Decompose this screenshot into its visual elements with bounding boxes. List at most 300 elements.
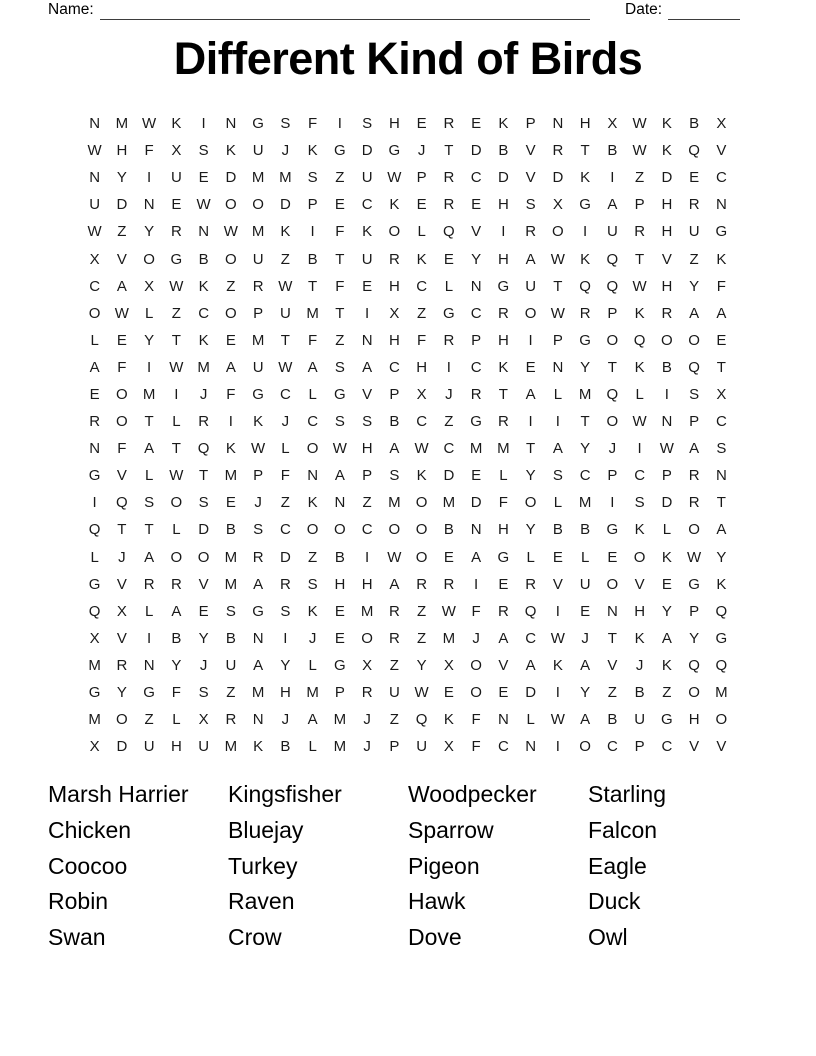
word-list-item: Hawk <box>408 888 466 915</box>
grid-letter: G <box>579 196 591 214</box>
grid-letter: N <box>361 331 373 349</box>
grid-letter: S <box>280 115 291 133</box>
grid-letter: W <box>251 440 266 458</box>
grid-letter: M <box>469 440 483 458</box>
grid-letter: I <box>201 115 206 133</box>
grid-letter: H <box>634 602 646 620</box>
grid-letter: G <box>606 521 619 539</box>
grid-letter: A <box>307 711 318 729</box>
word-list-item: Sparrow <box>408 817 494 844</box>
grid-letter: A <box>362 358 373 376</box>
grid-letter: F <box>308 331 318 349</box>
word-list-item: Duck <box>588 888 641 915</box>
grid-letter: A <box>580 656 591 674</box>
grid-letter: D <box>279 548 291 566</box>
grid-letter: H <box>170 738 182 756</box>
grid-letter: D <box>497 169 509 187</box>
grid-letter: N <box>497 711 509 729</box>
grid-letter: Z <box>280 494 290 512</box>
grid-letter: R <box>416 575 428 593</box>
grid-letter: S <box>334 413 345 431</box>
grid-letter: M <box>251 684 265 702</box>
grid-letter: U <box>634 711 646 729</box>
grid-letter: N <box>89 440 101 458</box>
grid-letter: S <box>552 467 563 485</box>
grid-letter: A <box>144 440 155 458</box>
grid-letter: H <box>116 142 128 160</box>
grid-letter: R <box>116 656 128 674</box>
grid-letter: S <box>716 440 727 458</box>
grid-letter: C <box>606 738 618 756</box>
grid-letter: D <box>470 494 482 512</box>
grid-letter: G <box>143 684 155 702</box>
grid-letter: C <box>89 277 101 295</box>
grid-letter: Q <box>88 521 101 539</box>
grid-letter: D <box>361 142 373 160</box>
grid-letter: Z <box>417 304 427 322</box>
grid-letter: M <box>251 223 265 241</box>
grid-letter: N <box>552 115 564 133</box>
grid-letter: R <box>143 575 155 593</box>
grid-letter: K <box>552 656 563 674</box>
grid-letter: J <box>254 494 262 512</box>
grid-letter: E <box>607 548 618 566</box>
grid-letter: L <box>144 304 154 322</box>
grid-letter: S <box>198 684 209 702</box>
grid-letter: M <box>224 548 238 566</box>
grid-letter: H <box>361 575 373 593</box>
grid-letter: S <box>280 602 291 620</box>
grid-letter: T <box>526 440 536 458</box>
grid-letter: N <box>715 467 727 485</box>
grid-letter: U <box>170 169 182 187</box>
grid-letter: D <box>116 196 128 214</box>
grid-letter: G <box>170 250 183 268</box>
grid-letter: A <box>389 440 400 458</box>
grid-letter: L <box>417 223 426 241</box>
grid-letter: O <box>579 738 591 756</box>
grid-letter: Z <box>226 277 236 295</box>
grid-letter: Z <box>417 629 427 647</box>
grid-letter: F <box>716 277 726 295</box>
grid-letter: N <box>307 467 319 485</box>
grid-letter: O <box>415 548 428 566</box>
word-list-item: Bluejay <box>228 817 304 844</box>
grid-letter: Z <box>144 711 154 729</box>
grid-letter: W <box>169 467 184 485</box>
grid-letter: O <box>88 304 101 322</box>
grid-letter: R <box>525 223 537 241</box>
grid-letter: H <box>388 331 400 349</box>
grid-letter: T <box>144 521 154 539</box>
grid-letter: O <box>116 385 128 403</box>
grid-letter: C <box>661 738 673 756</box>
grid-letter: Y <box>144 223 155 241</box>
grid-letter: S <box>307 575 318 593</box>
grid-letter: W <box>550 250 565 268</box>
grid-letter: J <box>417 142 426 160</box>
grid-letter: F <box>335 277 345 295</box>
word-list-item: Owl <box>588 924 628 951</box>
grid-letter: L <box>90 548 99 566</box>
grid-letter: T <box>144 413 154 431</box>
grid-letter: M <box>88 711 101 729</box>
grid-letter: K <box>443 711 454 729</box>
grid-letter: A <box>307 358 318 376</box>
word-list-item: Starling <box>588 781 666 808</box>
word-list-item: Swan <box>48 924 106 951</box>
word-list-item: Raven <box>228 888 295 915</box>
grid-letter: J <box>581 629 589 647</box>
grid-letter: I <box>92 494 97 512</box>
grid-letter: O <box>470 656 482 674</box>
grid-letter: V <box>689 738 700 756</box>
grid-letter: B <box>689 115 700 133</box>
grid-letter: C <box>525 629 537 647</box>
grid-letter: K <box>498 358 509 376</box>
grid-letter: T <box>553 277 563 295</box>
grid-letter: O <box>715 711 728 729</box>
grid-letter: U <box>579 575 591 593</box>
grid-letter: I <box>365 304 370 322</box>
grid-letter: I <box>446 358 451 376</box>
grid-letter: X <box>416 385 427 403</box>
grid-letter: L <box>90 331 99 349</box>
grid-letter: J <box>635 656 644 674</box>
grid-letter: E <box>525 358 536 376</box>
grid-letter: I <box>555 413 560 431</box>
grid-letter: P <box>689 413 700 431</box>
grid-letter: Z <box>389 656 399 674</box>
grid-letter: U <box>361 250 373 268</box>
grid-letter: X <box>89 738 100 756</box>
grid-letter: G <box>388 142 401 160</box>
grid-letter: C <box>307 413 319 431</box>
grid-letter: C <box>443 440 455 458</box>
name-label: Name: <box>48 1 94 18</box>
grid-letter: C <box>579 467 591 485</box>
grid-letter: Q <box>715 656 728 674</box>
grid-letter: H <box>279 684 291 702</box>
grid-letter: S <box>362 115 373 133</box>
grid-letter: O <box>688 684 700 702</box>
grid-letter: I <box>583 223 588 241</box>
grid-letter: P <box>689 602 700 620</box>
grid-letter: N <box>143 656 155 674</box>
word-list-item: Coocoo <box>48 852 128 879</box>
grid-letter: K <box>661 142 672 160</box>
grid-letter: H <box>688 711 700 729</box>
grid-letter: K <box>634 521 645 539</box>
grid-letter: E <box>498 575 509 593</box>
grid-letter: S <box>689 385 700 403</box>
grid-letter: K <box>580 250 591 268</box>
grid-letter: U <box>252 142 264 160</box>
grid-letter: P <box>389 385 400 403</box>
grid-letter: L <box>308 738 317 756</box>
grid-letter: F <box>144 142 154 160</box>
grid-letter: R <box>497 304 509 322</box>
grid-letter: N <box>252 711 264 729</box>
grid-letter: Q <box>579 277 591 295</box>
grid-letter: Y <box>144 331 155 349</box>
grid-letter: Z <box>607 684 617 702</box>
grid-letter: E <box>225 331 236 349</box>
grid-letter: O <box>661 331 673 349</box>
grid-letter: K <box>416 467 427 485</box>
grid-letter: K <box>661 548 672 566</box>
grid-letter: I <box>528 331 533 349</box>
grid-letter: O <box>688 331 700 349</box>
grid-letter: T <box>607 358 617 376</box>
grid-letter: L <box>553 494 563 512</box>
grid-letter: M <box>279 169 292 187</box>
grid-letter: B <box>552 521 563 539</box>
grid-letter: X <box>362 656 373 674</box>
grid-letter: R <box>497 602 509 620</box>
grid-letter: V <box>716 738 727 756</box>
grid-letter: W <box>414 440 429 458</box>
grid-letter: D <box>225 169 237 187</box>
grid-letter: G <box>334 656 346 674</box>
grid-letter: U <box>606 223 618 241</box>
grid-letter: F <box>171 684 181 702</box>
grid-letter: X <box>443 656 454 674</box>
grid-letter: P <box>607 304 618 322</box>
grid-letter: Q <box>524 602 537 620</box>
grid-letter: K <box>362 223 373 241</box>
grid-letter: E <box>443 684 454 702</box>
grid-letter: C <box>470 169 482 187</box>
grid-letter: V <box>525 169 536 187</box>
grid-letter: R <box>443 196 455 214</box>
grid-letter: J <box>281 413 290 431</box>
grid-letter: P <box>661 467 672 485</box>
grid-letter: O <box>524 494 537 512</box>
grid-letter: D <box>279 196 291 214</box>
grid-letter: L <box>662 521 672 539</box>
grid-letter: Q <box>88 602 101 620</box>
grid-letter: Q <box>606 385 619 403</box>
grid-letter: S <box>307 169 318 187</box>
grid-letter: V <box>471 223 482 241</box>
grid-letter: V <box>362 385 373 403</box>
grid-letter: R <box>279 575 291 593</box>
grid-letter: Y <box>525 521 536 539</box>
grid-letter: V <box>116 629 127 647</box>
grid-letter: I <box>610 494 615 512</box>
grid-letter: M <box>442 629 456 647</box>
grid-letter: A <box>253 575 264 593</box>
grid-letter: N <box>225 115 237 133</box>
grid-letter: I <box>610 169 615 187</box>
grid-letter: L <box>580 548 590 566</box>
grid-letter: Z <box>335 169 345 187</box>
grid-letter: P <box>362 467 373 485</box>
grid-letter: G <box>470 413 482 431</box>
grid-letter: F <box>280 467 290 485</box>
grid-letter: I <box>147 169 152 187</box>
grid-letter: R <box>252 277 264 295</box>
grid-letter: A <box>334 467 345 485</box>
grid-letter: O <box>334 521 346 539</box>
grid-letter: E <box>89 385 100 403</box>
grid-letter: J <box>281 142 290 160</box>
grid-letter: Z <box>280 250 290 268</box>
grid-letter: B <box>334 548 345 566</box>
grid-letter: P <box>634 738 645 756</box>
grid-letter: L <box>172 711 181 729</box>
grid-letter: K <box>661 115 672 133</box>
grid-letter: K <box>280 223 291 241</box>
grid-letter: W <box>441 602 456 620</box>
grid-letter: P <box>552 331 563 349</box>
grid-letter: E <box>580 602 591 620</box>
grid-letter: E <box>661 575 672 593</box>
grid-letter: K <box>716 575 727 593</box>
grid-letter: W <box>414 684 429 702</box>
grid-letter: N <box>334 494 346 512</box>
grid-letter: U <box>279 304 291 322</box>
grid-letter: W <box>550 304 565 322</box>
grid-letter: U <box>388 684 400 702</box>
grid-letter: U <box>143 738 155 756</box>
grid-letter: X <box>716 385 727 403</box>
grid-letter: L <box>553 385 563 403</box>
grid-letter: M <box>333 711 347 729</box>
grid-letter: K <box>225 142 236 160</box>
grid-letter: U <box>416 738 428 756</box>
grid-letter: I <box>283 629 288 647</box>
grid-letter: Q <box>688 656 700 674</box>
grid-letter: A <box>225 358 236 376</box>
grid-letter: X <box>171 142 182 160</box>
grid-letter: O <box>688 521 700 539</box>
grid-letter: G <box>661 711 673 729</box>
grid-letter: O <box>116 711 128 729</box>
word-list-item: Kingsfisher <box>228 781 342 808</box>
grid-letter: K <box>716 250 727 268</box>
grid-letter: C <box>634 467 646 485</box>
grid-letter: K <box>307 602 318 620</box>
grid-letter: A <box>525 385 536 403</box>
grid-letter: T <box>498 385 508 403</box>
grid-letter: R <box>388 250 400 268</box>
grid-letter: M <box>224 738 238 756</box>
grid-letter: P <box>334 684 345 702</box>
grid-letter: M <box>333 738 347 756</box>
grid-letter: P <box>307 196 318 214</box>
grid-letter: X <box>716 115 727 133</box>
grid-letter: S <box>253 521 264 539</box>
grid-letter: J <box>363 711 371 729</box>
grid-letter: G <box>252 115 264 133</box>
grid-letter: Y <box>525 467 536 485</box>
grid-letter: A <box>689 440 700 458</box>
grid-letter: U <box>225 656 237 674</box>
grid-letter: A <box>716 521 727 539</box>
grid-letter: O <box>197 548 210 566</box>
grid-letter: G <box>88 684 101 702</box>
grid-letter: M <box>142 385 156 403</box>
grid-letter: C <box>416 413 428 431</box>
grid-letter: O <box>116 413 128 431</box>
grid-letter: Z <box>417 602 427 620</box>
grid-letter: J <box>199 385 208 403</box>
word-list-item: Turkey <box>228 852 298 879</box>
grid-letter: C <box>715 413 727 431</box>
grid-letter: G <box>497 277 510 295</box>
grid-letter: J <box>308 629 317 647</box>
grid-letter: Y <box>580 440 591 458</box>
grid-letter: G <box>252 385 264 403</box>
grid-letter: K <box>225 440 236 458</box>
grid-letter: I <box>174 385 179 403</box>
grid-letter: R <box>170 223 182 241</box>
grid-letter: I <box>228 413 233 431</box>
grid-letter: C <box>361 521 373 539</box>
grid-letter: E <box>116 331 127 349</box>
grid-letter: Y <box>471 250 482 268</box>
grid-letter: V <box>661 250 672 268</box>
grid-letter: V <box>116 250 127 268</box>
grid-letter: M <box>306 684 319 702</box>
grid-letter: Q <box>633 331 646 349</box>
grid-letter: S <box>198 142 209 160</box>
grid-letter: H <box>661 277 673 295</box>
grid-letter: B <box>498 142 509 160</box>
grid-letter: W <box>142 115 157 133</box>
grid-letter: T <box>171 331 181 349</box>
grid-letter: L <box>526 548 535 566</box>
grid-letter: T <box>635 250 645 268</box>
grid-letter: W <box>278 277 293 295</box>
date-field <box>625 0 740 20</box>
grid-letter: O <box>225 250 237 268</box>
grid-letter: U <box>252 250 264 268</box>
grid-letter: E <box>334 629 345 647</box>
grid-letter: Q <box>606 277 619 295</box>
grid-letter: R <box>170 575 182 593</box>
grid-letter: H <box>334 575 346 593</box>
grid-letter: A <box>116 277 127 295</box>
grid-letter: M <box>578 494 592 512</box>
grid-letter: J <box>281 711 290 729</box>
grid-letter: R <box>443 575 455 593</box>
grid-letter: R <box>388 602 400 620</box>
grid-letter: J <box>199 656 208 674</box>
grid-letter: Z <box>226 684 236 702</box>
grid-letter: R <box>688 196 700 214</box>
grid-letter: Y <box>198 629 209 647</box>
grid-letter: N <box>552 358 564 376</box>
grid-letter: G <box>334 142 346 160</box>
grid-letter: W <box>687 548 702 566</box>
grid-letter: W <box>387 169 402 187</box>
grid-letter: J <box>608 440 617 458</box>
grid-letter: F <box>117 358 127 376</box>
grid-letter: Z <box>308 548 318 566</box>
grid-letter: G <box>688 575 700 593</box>
grid-letter: W <box>550 629 565 647</box>
grid-letter: C <box>388 358 400 376</box>
grid-letter: X <box>116 602 127 620</box>
grid-letter: R <box>688 494 700 512</box>
grid-letter: W <box>223 223 238 241</box>
grid-letter: N <box>198 223 210 241</box>
grid-letter: X <box>389 304 400 322</box>
grid-letter: Q <box>116 494 128 512</box>
